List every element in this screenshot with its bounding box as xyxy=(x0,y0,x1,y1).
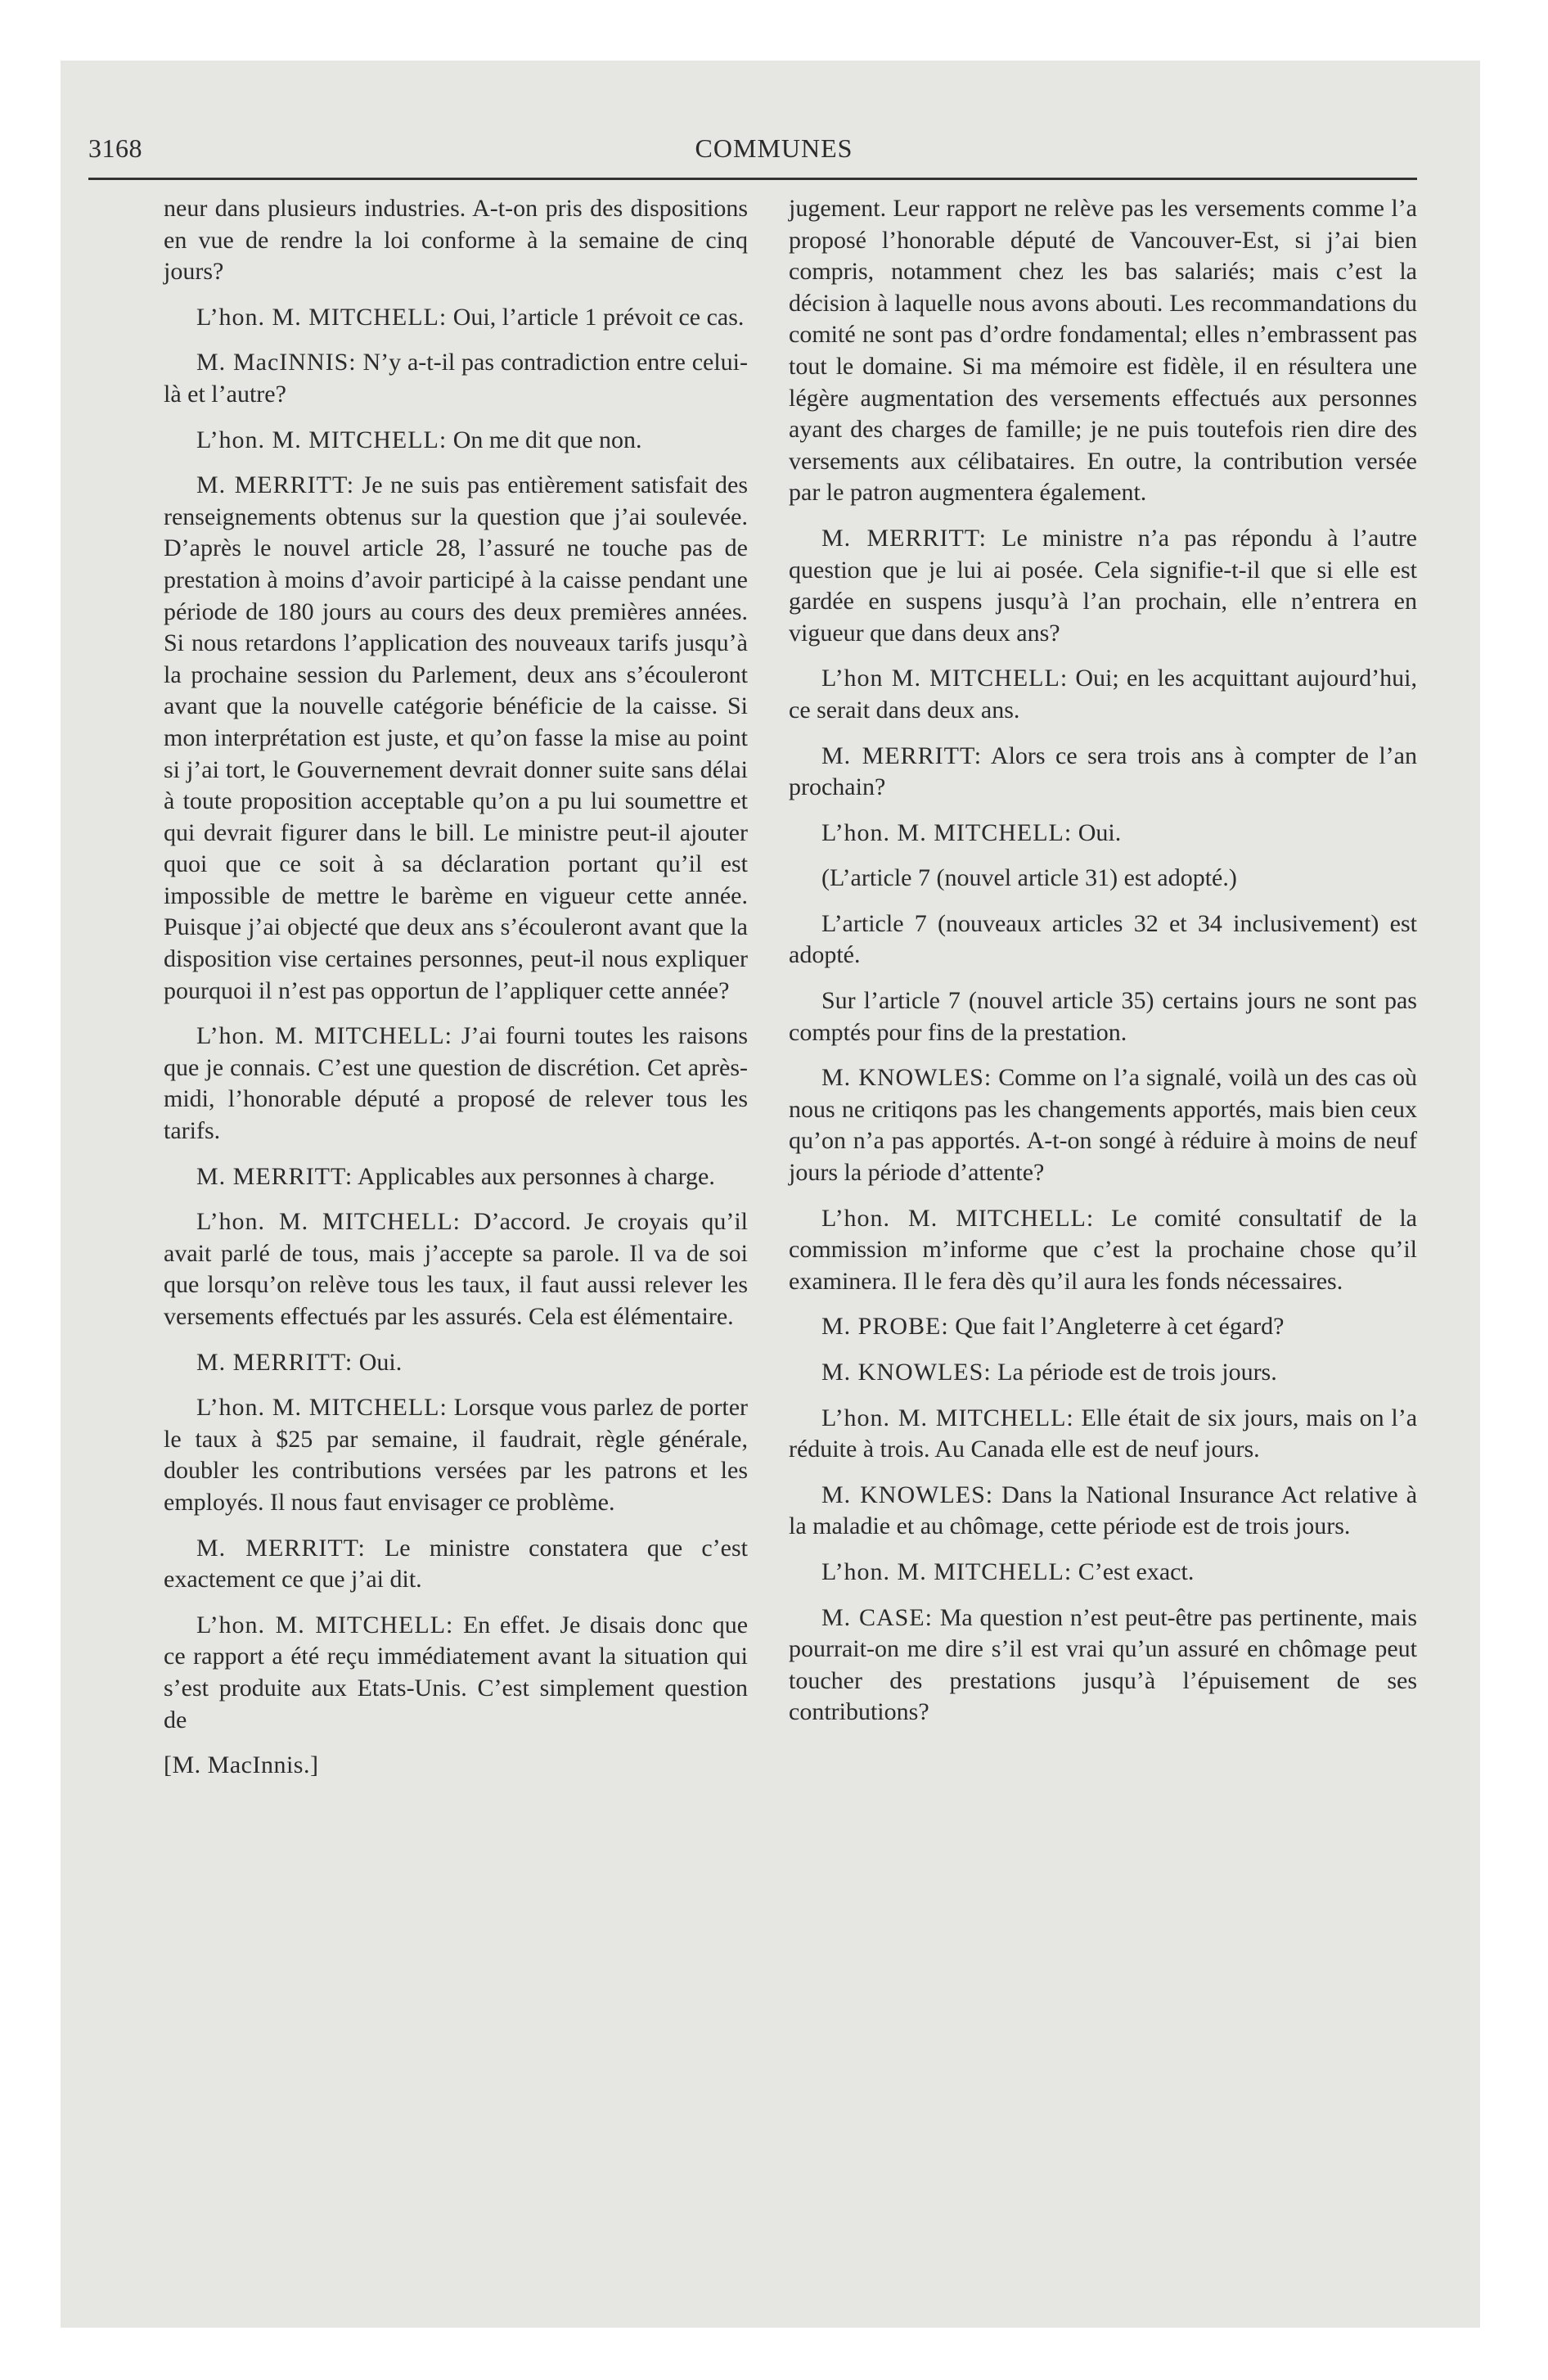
paragraph xyxy=(789,193,1417,509)
speaker-name: L’hon. M. MITCHELL: xyxy=(196,426,448,453)
paragraph-text: Oui; en les acquittant aujourd’hui, ce serait dans deux ans. xyxy=(789,665,1418,723)
speaker-name: L’hon. M. MITCHELL: xyxy=(196,1208,461,1236)
paragraph xyxy=(164,1347,748,1379)
paragraph-text: Oui. xyxy=(358,1348,403,1376)
paragraph xyxy=(789,1357,1417,1389)
right-column xyxy=(789,193,1417,1742)
paragraph xyxy=(789,1557,1417,1589)
speaker-name: M. MERRITT: xyxy=(196,1162,353,1190)
paragraph-text: Ma question n’est peut-être pas pertinente, mais pourrait-on me dire s’il est vrai qu’un assuré en chômage peut toucher des prestations jusqu’à l’épuisement de ses contributions? xyxy=(789,1603,1418,1726)
paragraph xyxy=(789,1062,1417,1188)
paragraph-text: J’ai fourni toutes les raisons que je connais. C’est une question de discrétion. Cet après-midi, l’honorable député a proposé de relever tous les tarifs. xyxy=(164,1022,749,1145)
paragraph xyxy=(164,1610,748,1736)
paragraph xyxy=(164,425,748,457)
running-head: COMMUNES xyxy=(695,133,853,163)
paragraph xyxy=(164,1206,748,1332)
speaker-name: M. KNOWLES: xyxy=(821,1359,992,1386)
paragraph xyxy=(789,1311,1417,1343)
paragraph-text: C’est exact. xyxy=(1078,1557,1195,1585)
paragraph xyxy=(164,347,748,410)
paragraph-text: (L’article 7 (nouvel article 31) est adopté.) xyxy=(821,864,1237,892)
speaker-name: M. PROBE: xyxy=(821,1313,949,1341)
paragraph xyxy=(789,1480,1417,1543)
paragraph-text: Oui, l’article 1 prévoit ce cas. xyxy=(452,303,745,331)
speaker-name: M. MERRITT: xyxy=(821,524,987,552)
paragraph-text: Je ne suis pas entièrement satisfait des renseignements obtenus sur la question que j’ai soulevée. D’après le nouvel article 28, l’assuré ne touche pas de prestation à moins d’avoir participé à la caisse pendant une période de 180 jours au cours des deux premières années. Si nous retardons l’application des nouveaux tarifs jusqu’à la prochaine session du Parlement, deux ans s’écouleront avant que la nouvelle catégorie bénéficie de la caisse. Si mon interprétation est juste, et qu’on fasse la mise au point si j’ai tort, le Gouvernement devrait donner suite sans délai à toute proposition acceptable qu’on a pu lui soumettre et qui devrait figurer dans le bill. Le ministre peut-il ajouter quoi que ce soit à sa déclaration portant qu’il est impossible de mettre le barème en vigueur cette année. Puisque j’ai objecté que deux ans s’écouleront avant que la disposition vise certaines personnes, peut-il nous expliquer pourquoi il n’est pas opportun de l’appliquer cette année? xyxy=(164,471,748,1004)
paragraph xyxy=(789,1403,1417,1466)
paragraph xyxy=(789,1203,1417,1298)
speaker-name: M. MERRITT: xyxy=(196,1534,366,1562)
paragraph-text: Que fait l’Angleterre à cet égard? xyxy=(955,1313,1285,1341)
paragraph xyxy=(789,985,1417,1048)
speaker-name: L’hon. M. MITCHELL: xyxy=(196,1394,448,1422)
paragraph xyxy=(789,908,1417,971)
paragraph-text: Comme on l’a signalé, voilà un des cas où nous ne critiqons pas les changements apportés, mais bien ceux qu’on n’a pas apportés. A-t-on songé à réduire à moins de neuf jours la période d’attente? xyxy=(789,1064,1417,1187)
paragraph-text: D’accord. Je croyais qu’il avait parlé de tous, mais j’accepte sa parole. Il va de soi que lorsqu’on relève tous les taux, il faut aussi relever les versements effectués par les assurés. Cela est élémentaire. xyxy=(164,1208,748,1330)
speaker-name: M. CASE: xyxy=(821,1603,933,1631)
paragraph xyxy=(164,1392,748,1518)
speaker-name: L’hon. M. MITCHELL: xyxy=(821,1204,1095,1232)
paragraph xyxy=(164,470,748,1007)
speaker-name: M. MERRITT: xyxy=(196,471,355,499)
paragraph-text: Lorsque vous parlez de porter le taux à $25 par semaine, il faudrait, règle générale, doubler les contributions versées par les patrons et les employés. Il nous faut envisager ce problème. xyxy=(164,1394,748,1516)
paragraph xyxy=(789,741,1417,804)
speaker-name: M. KNOWLES: xyxy=(821,1481,994,1508)
paragraph xyxy=(789,1602,1417,1729)
paragraph-text: neur dans plusieurs industries. A-t-on pris des dispositions en vue de rendre la loi conforme à la semaine de cinq jours? xyxy=(164,195,748,286)
paragraph xyxy=(789,523,1417,649)
page-number: 3168 xyxy=(88,133,142,163)
paragraph-text: En effet. Je disais donc que ce rapport a été reçu immédiatement avant la situation qui s’est produite aux Etats-Unis. C’est simplement question de xyxy=(164,1611,749,1733)
paragraph-text: Alors ce sera trois ans à compter de l’an prochain? xyxy=(789,741,1417,801)
paragraph-text: On me dit que non. xyxy=(452,426,642,453)
speaker-name: L’hon. M. MITCHELL: xyxy=(196,303,448,331)
footer-reference: [M. MacInnis.] xyxy=(164,1751,319,1779)
paragraph xyxy=(789,663,1417,726)
speaker-name: M. KNOWLES: xyxy=(821,1064,992,1092)
paragraph-text: Le ministre constatera que c’est exactement ce que j’ai dit. xyxy=(164,1534,748,1593)
speaker-name: L’hon. M. MITCHELL: xyxy=(821,818,1073,846)
paragraph xyxy=(164,1021,748,1147)
paragraph-text: jugement. Leur rapport ne relève pas les versements comme l’a proposé l’honorable député de Vancouver-Est, si j’ai bien compris, notamment chez les bas salariés; mais c’est la décision à laquelle nous avons abouti. Les recommandations du comité ne sont pas d’ordre fondamental; elles n’embrassent pas tout le domaine. Si ma mémoire est fidèle, il en résultera une légère augmentation des versements effectués aux personnes ayant des charges de famille; je ne puis toutefois rien dire des versements aux célibataires. En outre, la contribution versée par le patron augmentera également. xyxy=(789,195,1417,507)
paragraph-text: Sur l’article 7 (nouvel article 35) certains jours ne sont pas comptés pour fins de la prestation. xyxy=(789,987,1417,1046)
paragraph xyxy=(164,1161,748,1193)
paragraph xyxy=(164,302,748,334)
paragraph-text: Le ministre n’a pas répondu à l’autre question que je lui ai posée. Cela signifie-t-il que si elle est gardée en suspens jusqu’à l’an prochain, elle n’entrera en vigueur que dans deux ans? xyxy=(789,524,1417,647)
paragraph-text: Dans la National Insurance Act relative à la maladie et au chômage, cette période est de trois jours. xyxy=(789,1481,1418,1540)
paragraph xyxy=(164,1533,748,1596)
paragraph-text: Applicables aux personnes à charge. xyxy=(358,1162,715,1190)
left-column xyxy=(164,193,748,1782)
paragraph-text: N’y a-t-il pas contradiction entre celui-là et l’autre? xyxy=(164,349,749,408)
paragraph-text: L’article 7 (nouveaux articles 32 et 34 inclusivement) est adopté. xyxy=(789,909,1417,969)
speaker-name: L’hon. M. MITCHELL: xyxy=(821,1557,1073,1585)
speaker-name: L’hon. M. MITCHELL: xyxy=(196,1022,452,1050)
paragraph-text: Oui. xyxy=(1078,818,1122,846)
paragraph-text: Le comité consultatif de la commission m’informe que c’est la prochaine chose qu’il examinera. Il le fera dès qu’il aura les fonds nécessaires. xyxy=(789,1204,1417,1295)
paragraph xyxy=(164,193,748,288)
speaker-name: L’hon. M. MITCHELL: xyxy=(821,1404,1074,1431)
speaker-name: M. MacINNIS: xyxy=(196,349,357,376)
speaker-name: M. MERRITT: xyxy=(196,1348,353,1376)
paragraph xyxy=(789,818,1417,850)
header-rule xyxy=(88,178,1417,180)
speaker-name: L’hon. M. MITCHELL: xyxy=(196,1611,454,1639)
speaker-name: M. MERRITT: xyxy=(821,741,983,769)
speaker-name: L’hon M. MITCHELL: xyxy=(821,665,1069,692)
paragraph-text: Elle était de six jours, mais on l’a réduite à trois. Au Canada elle est de neuf jours. xyxy=(789,1404,1418,1463)
paragraph xyxy=(789,863,1417,895)
paragraph-text: La période est de trois jours. xyxy=(997,1359,1277,1386)
